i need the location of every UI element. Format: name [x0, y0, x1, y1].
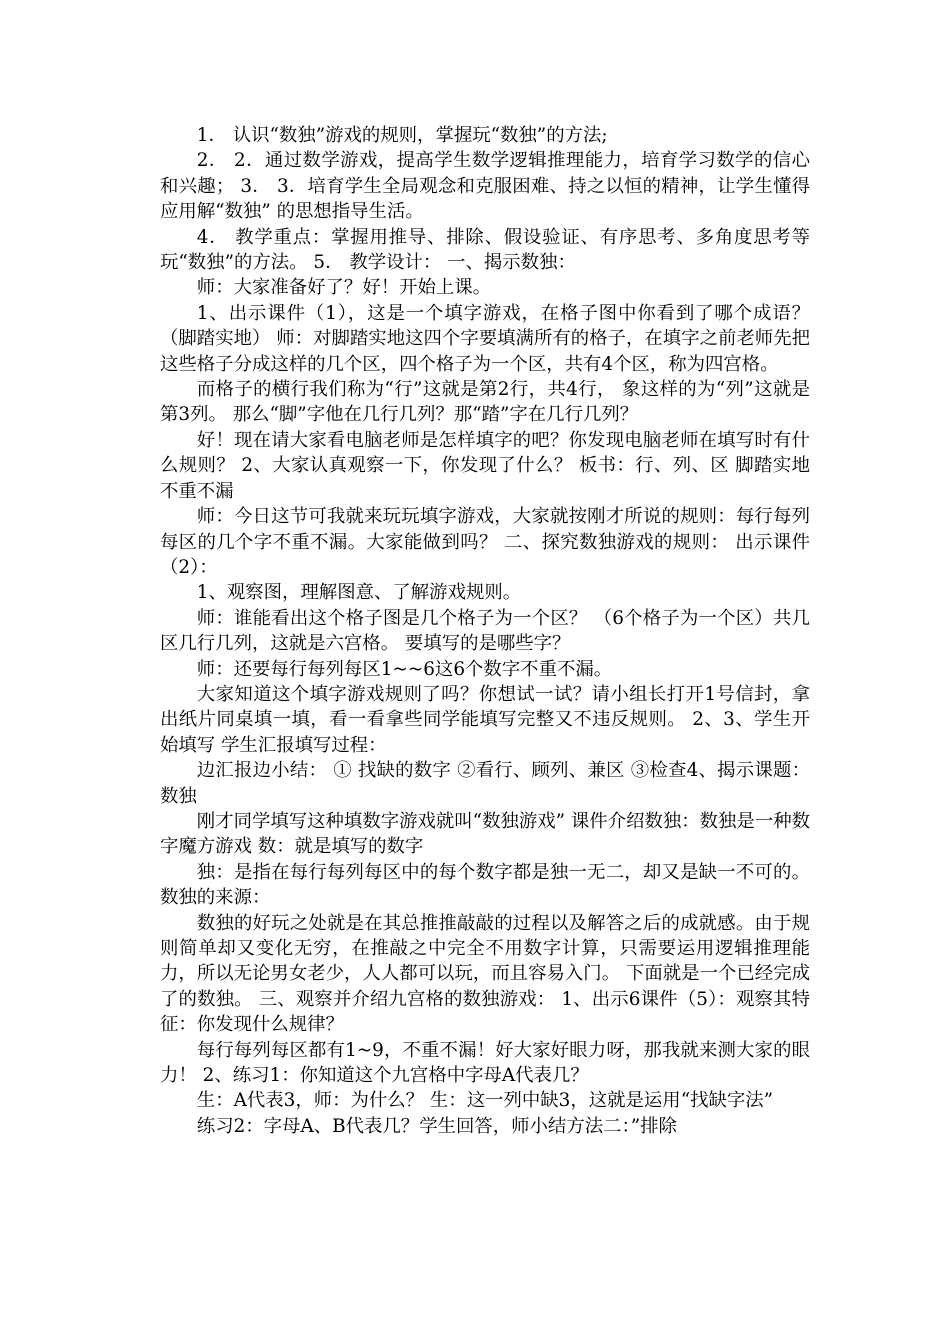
paragraph-key-points: 4． 教学重点：掌握用推导、排除、假设验证、有序思考、多角度思考等玩“数独”的方法。 5． 教学设计： 一、揭示数独： — [160, 226, 810, 274]
paragraph-exercise-2: 练习2：字母A、B代表几？学生回答，师小结方法二：”排除 — [196, 1115, 677, 1137]
paragraph-observe-figure: 1、观察图，理解图意、了解游戏规则。 — [196, 582, 522, 604]
paragraph-summary: 边汇报边小结： ① 找缺的数字 ②看行、顾列、兼区 ③检查4、揭示课题：数独 — [160, 760, 810, 807]
paragraph-du-meaning: 独：是指在每行每列每区中的每个数字都是独一无二，却又是缺一不可的。 数独的来源： — [160, 861, 810, 909]
paragraph-courseware-1: 1、出示课件（1），这是一个填字游戏，在格子图中你看到了哪个成语？（脚踏实地） 师：对脚踏实地这四个字要填满所有的格子，在填字之前老师先把这些格子分成这样的几个区，四个格子为一个区，共有4个区，称为四宫格。 — [160, 302, 810, 375]
paragraph-objective-2-3: 2． 2．通过数学游戏，提高学生数学逻辑推理能力，培育学习数学的信心和兴趣； 3． 3．培育学生全局观念和克服困难、持之以恒的精神，让学生懂得应用解“数独” 的思想指导生活。 — [160, 150, 810, 223]
document-body — [160, 123, 810, 1139]
paragraph-student-answer: 生：A代表3，师：为什么？ 生：这一列中缺3，这就是运用“找缺字法” — [196, 1090, 774, 1112]
paragraph-objective-1: 1． 认识“数独”游戏的规则，掌握玩“数独”的方法; — [196, 125, 608, 146]
paragraph-start-class: 师：大家准备好了？好！开始上课。 — [196, 277, 492, 299]
paragraph-computer-teacher: 好！现在请大家看电脑老师是怎样填字的吧？你发现电脑老师在填写时有什么规则？ 2、大家认真观察一下，你发现了什么？ 板书：行、列、区 脚踏实地 不重不漏 — [160, 429, 810, 502]
paragraph-sudoku-fun: 数独的好玩之处就是在其总推推敲敲的过程以及解答之后的成就感。由于规则简单却又变化无穷，在推敲之中完全不用数字计算，只需要运用逻辑推理能力，所以无论男女老少，人人都可以玩，而且容易入门。 下面就是一个已经完成了的数独。 三、观察并介绍九宫格的数独游戏： 1、出示6课件（5）：观察其特征：你发现什么规律？ — [160, 912, 810, 1036]
paragraph-rows-columns: 而格子的横行我们称为“行”这就是第2行，共4行， 象这样的为“列”这就是第3列。 那么“脚”字他在几行几列？那“踏”字在几行几列？ — [160, 379, 810, 426]
paragraph-fill-game-rules: 师：今日这节可我就来玩玩填字游戏，大家就按刚才所说的规则：每行每列每区的几个字不重不漏。大家能做到吗？ 二、探究数独游戏的规则： 出示课件（2）： — [160, 506, 810, 578]
paragraph-nine-grid-rule: 每行每列每区都有1~9，不重不漏！好大家好眼力呀，那我就来测大家的眼力！ 2、练习1：你知道这个九宫格中字母A代表几？ — [160, 1039, 810, 1087]
paragraph-six-grid: 师：谁能看出这个格子图是几个格子为一个区？ （6个格子为一个区）共几区几行几列，这就是六宫格。 要填写的是哪些字？ — [160, 607, 810, 655]
paragraph-envelope-task: 大家知道这个填字游戏规则了吗？你想试一试？请小组长打开1号信封，拿出纸片同桌填一填，看一看拿些同学能填写完整又不违反规则。 2、3、学生开始填写 学生汇报填写过程： — [160, 683, 810, 756]
paragraph-numbers-1-6: 师：还要每行每列每区1~~6这6个数字不重不漏。 — [196, 658, 613, 680]
paragraph-sudoku-intro: 刚才同学填写这种填数字游戏就叫“数独游戏” 课件介绍数独：数独是一种数字魔方游戏 数：就是填写的数字 — [160, 810, 810, 858]
